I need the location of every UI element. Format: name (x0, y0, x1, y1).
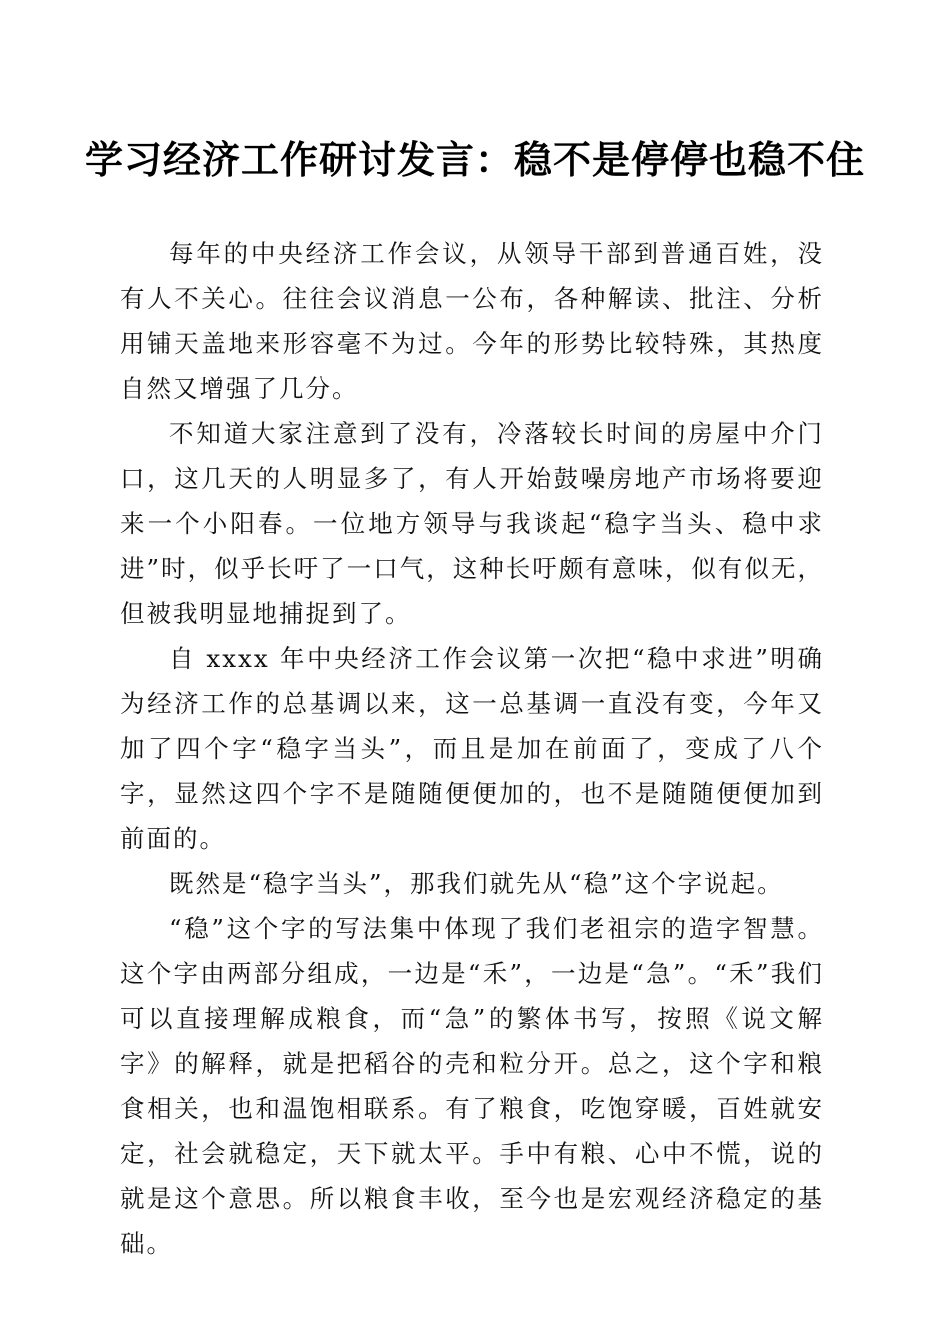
paragraph: 每年的中央经济工作会议，从领导干部到普通百姓，没有人不关心。往往会议消息一公布，各种解读、批注、分析用铺天盖地来形容毫不为过。今年的形势比较特殊，其热度自然又增强了几分。 (120, 239, 824, 403)
paragraph: 既然是“稳字当头”，那我们就先从“稳”这个字说起。 (169, 869, 784, 898)
paragraph: “稳”这个字的写法集中体现了我们老祖宗的造字智慧。这个字由两部分组成，一边是“禾”，一边是“急”。“禾”我们可以直接理解成粮食，而“急”的繁体书写，按照《说文解字》的解释，就是把稻谷的壳和粒分开。总之，这个字和粮食相关，也和温饱相联系。有了粮食，吃饱穿暖，百姓就安定，社会就稳定，天下就太平。手中有粮、心中不慌，说的就是这个意思。所以粮食丰收，至今也是宏观经济稳定的基础。 (120, 914, 824, 1258)
document-body (120, 231, 824, 1266)
paragraph: 不知道大家注意到了没有，冷落较长时间的房屋中介门口，这几天的人明显多了，有人开始鼓噪房地产市场将要迎来一个小阳春。一位地方领导与我谈起“稳字当头、稳中求进”时，似乎长吁了一口气，这种长吁颇有意味，似有似无，但被我明显地捕捉到了。 (120, 419, 824, 628)
paragraph: 自 xxxx 年中央经济工作会议第一次把“稳中求进”明确为经济工作的总基调以来，这一总基调一直没有变，今年又加了四个字“稳字当头”，而且是加在前面了，变成了八个字，显然这四个字不是随随便便加的，也不是随随便便加到前面的。 (120, 644, 824, 853)
document-title: 学习经济工作研讨发言：稳不是停停也稳不住 (84, 137, 865, 182)
